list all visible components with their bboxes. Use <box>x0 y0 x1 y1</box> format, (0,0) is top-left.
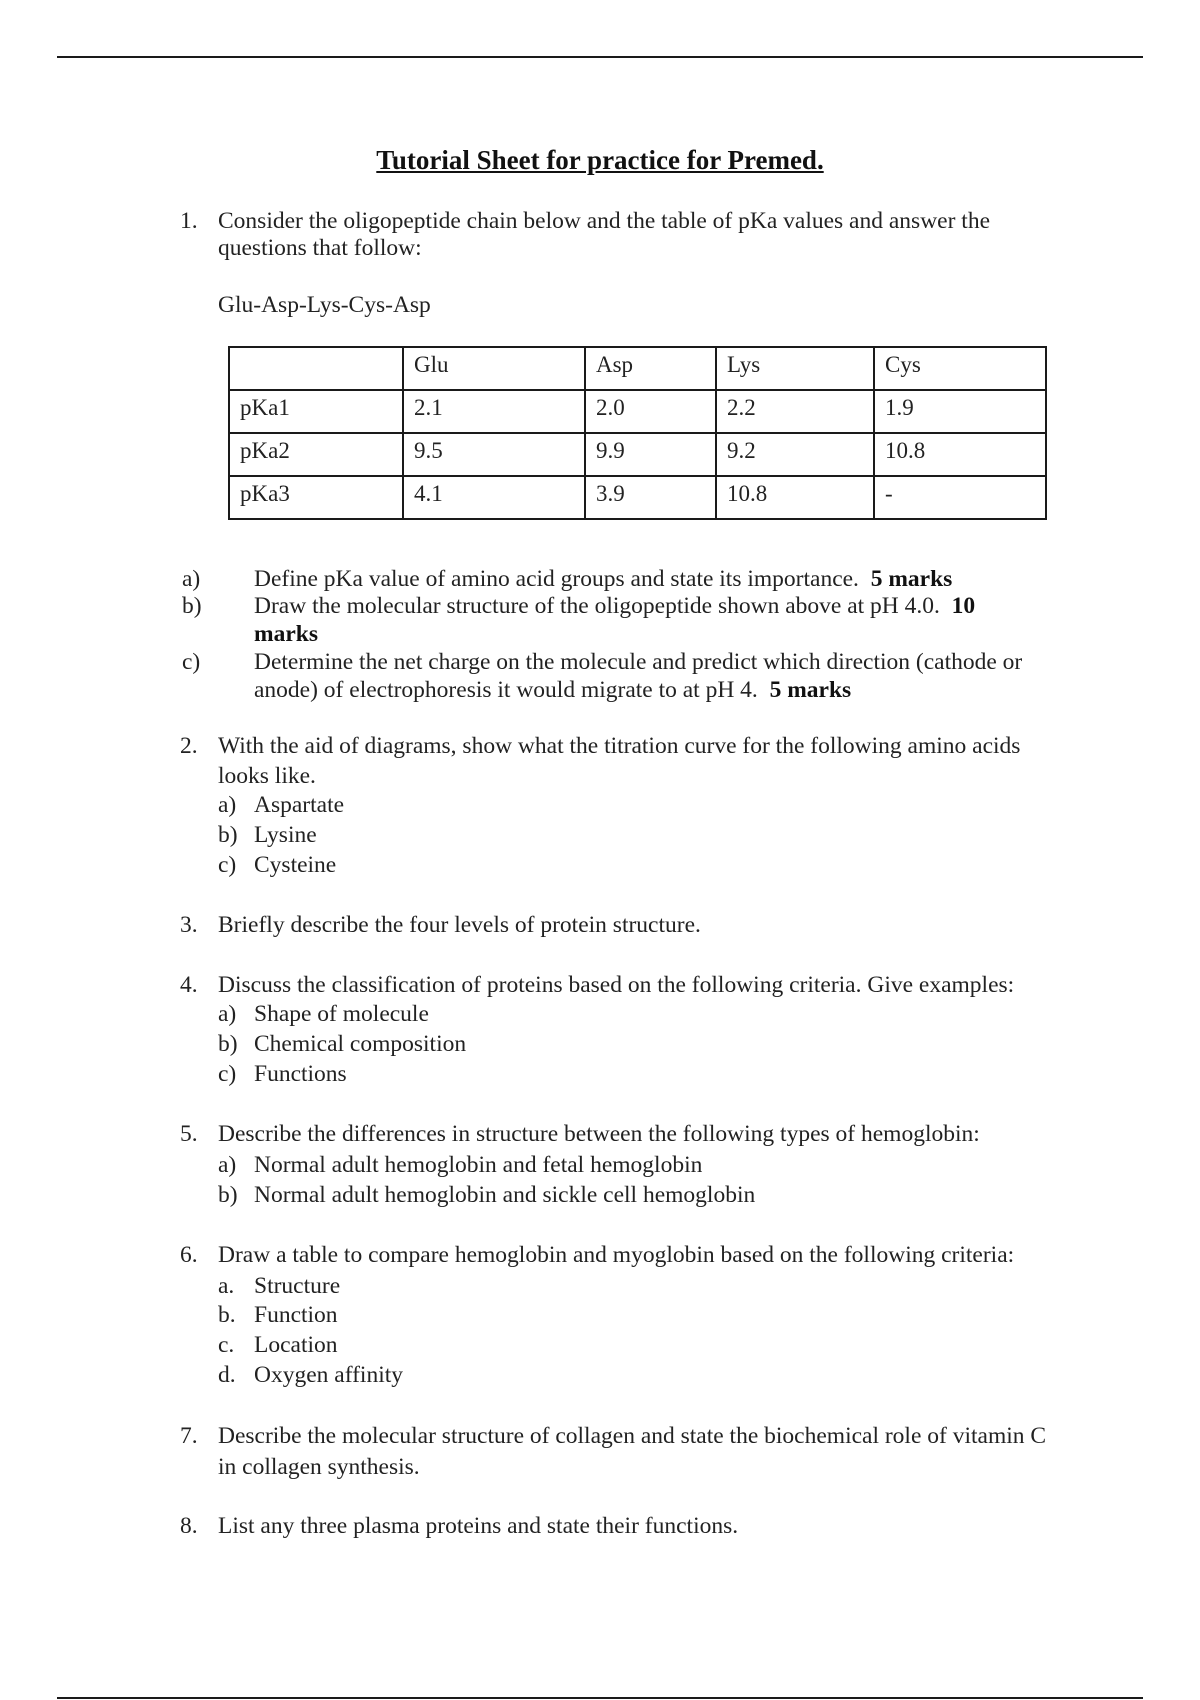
table-cell: 2.0 <box>585 390 716 433</box>
sub-label: d. <box>218 1362 236 1388</box>
table-header-cell: Asp <box>585 347 716 390</box>
marks: 10 marks <box>254 593 976 647</box>
sub-question <box>218 851 1068 879</box>
sub-text: Location <box>254 1332 338 1358</box>
sub-text: Functions <box>254 1061 347 1087</box>
sub-question <box>218 821 1068 849</box>
sub-label: c) <box>182 649 201 675</box>
sub-text: Lysine <box>254 822 317 848</box>
sub-label: a) <box>218 792 237 818</box>
question-5 <box>180 1121 1060 1148</box>
sub-question <box>218 1151 1068 1179</box>
question-number: 6. <box>180 1242 198 1268</box>
sub-question <box>218 1331 1068 1359</box>
pka-table <box>228 346 1047 520</box>
peptide-chain <box>180 292 1060 319</box>
sub-text: Define pKa value of amino acid groups and state its importance. <box>254 566 859 592</box>
sub-question <box>218 1181 1068 1209</box>
question-3 <box>180 912 1060 939</box>
table-cell: 10.8 <box>874 433 1046 476</box>
sub-question <box>218 1000 1068 1028</box>
sub-label: c) <box>218 1061 237 1087</box>
question-text: Describe the molecular structure of collagen and state the biochemical role of vitamin C in collagen synthesis. <box>218 1423 1047 1480</box>
sub-label: c. <box>218 1332 235 1358</box>
footer-rule <box>57 1697 1143 1699</box>
marks: 5 marks <box>769 677 852 703</box>
table-cell: 9.9 <box>585 433 716 476</box>
sub-label: a) <box>218 1152 237 1178</box>
sub-question <box>218 1272 1068 1300</box>
sub-label: a. <box>218 1273 235 1299</box>
question-2 <box>180 731 1060 791</box>
sub-label: b) <box>218 1031 238 1057</box>
question-number: 8. <box>180 1513 198 1539</box>
table-cell <box>229 347 403 390</box>
header-rule <box>57 56 1143 58</box>
question-text: Consider the oligopeptide chain below and the table of pKa values and answer the questions that follow: <box>218 208 991 261</box>
table-cell: - <box>874 476 1046 519</box>
page-title: Tutorial Sheet for practice for Premed. <box>376 145 824 175</box>
sub-label: b) <box>182 593 202 619</box>
table-row-label: pKa1 <box>229 390 403 433</box>
sub-label: a) <box>182 566 201 592</box>
sub-text: Function <box>254 1302 338 1328</box>
table-cell: 2.2 <box>716 390 874 433</box>
table-row <box>229 390 1046 433</box>
sub-text: Draw the molecular structure of the oligopeptide shown above at pH 4.0. <box>254 593 940 619</box>
question-1 <box>180 208 1060 262</box>
sub-label: c) <box>218 852 237 878</box>
table-cell: 9.2 <box>716 433 874 476</box>
table-header-cell: Cys <box>874 347 1046 390</box>
sub-text: Oxygen affinity <box>254 1362 404 1388</box>
table-row-label: pKa3 <box>229 476 403 519</box>
sub-text: Aspartate <box>254 792 345 818</box>
sub-text: Chemical composition <box>254 1031 467 1057</box>
table-cell: 1.9 <box>874 390 1046 433</box>
sub-text: Determine the net charge on the molecule and predict which direction (cathode or anode) of electrophoresis it would migrate to at pH 4. <box>254 649 1023 703</box>
sub-question <box>182 565 1068 593</box>
question-8 <box>180 1513 1060 1540</box>
question-number: 1. <box>180 208 198 234</box>
question-text: Describe the differences in structure between the following types of hemoglobin: <box>218 1121 980 1147</box>
sub-question <box>218 1060 1068 1088</box>
sub-text: Normal adult hemoglobin and fetal hemoglobin <box>254 1152 703 1178</box>
table-cell: 4.1 <box>403 476 585 519</box>
table-header-cell: Glu <box>403 347 585 390</box>
question-number: 4. <box>180 972 198 998</box>
sub-text: Shape of molecule <box>254 1001 429 1027</box>
sub-question <box>218 1030 1068 1058</box>
sub-text: Normal adult hemoglobin and sickle cell hemoglobin <box>254 1182 756 1208</box>
table-row-label: pKa2 <box>229 433 403 476</box>
question-text: Draw a table to compare hemoglobin and myoglobin based on the following criteria: <box>218 1242 1015 1268</box>
table-cell: 9.5 <box>403 433 585 476</box>
sub-question <box>182 592 1018 648</box>
question-number: 2. <box>180 733 198 759</box>
table-header-cell: Lys <box>716 347 874 390</box>
sub-label: a) <box>218 1001 237 1027</box>
table-row <box>229 433 1046 476</box>
table-row <box>229 476 1046 519</box>
sub-question <box>218 1361 1068 1389</box>
sub-label: b) <box>218 822 238 848</box>
table-cell: 10.8 <box>716 476 874 519</box>
question-number: 7. <box>180 1423 198 1449</box>
sub-question <box>218 791 1068 819</box>
table-cell: 3.9 <box>585 476 716 519</box>
question-text: Briefly describe the four levels of protein structure. <box>218 912 701 938</box>
question-4 <box>180 972 1060 999</box>
question-number: 5. <box>180 1121 198 1147</box>
sub-label: b. <box>218 1302 236 1328</box>
chain-text: Glu-Asp-Lys-Cys-Asp <box>218 292 431 318</box>
table-cell: 2.1 <box>403 390 585 433</box>
sub-question <box>182 648 1058 704</box>
marks: 5 marks <box>870 566 953 592</box>
table-header-row <box>229 347 1046 390</box>
question-text: Discuss the classification of proteins based on the following criteria. Give examples: <box>218 972 1015 998</box>
sub-text: Cysteine <box>254 852 337 878</box>
question-text: List any three plasma proteins and state their functions. <box>218 1513 739 1539</box>
sub-label: b) <box>218 1182 238 1208</box>
question-7 <box>180 1421 1060 1483</box>
question-number: 3. <box>180 912 198 938</box>
question-6 <box>180 1242 1060 1269</box>
question-text: With the aid of diagrams, show what the titration curve for the following amino acids looks like. <box>218 733 1021 789</box>
sub-text: Structure <box>254 1273 341 1299</box>
sub-question <box>218 1301 1068 1329</box>
